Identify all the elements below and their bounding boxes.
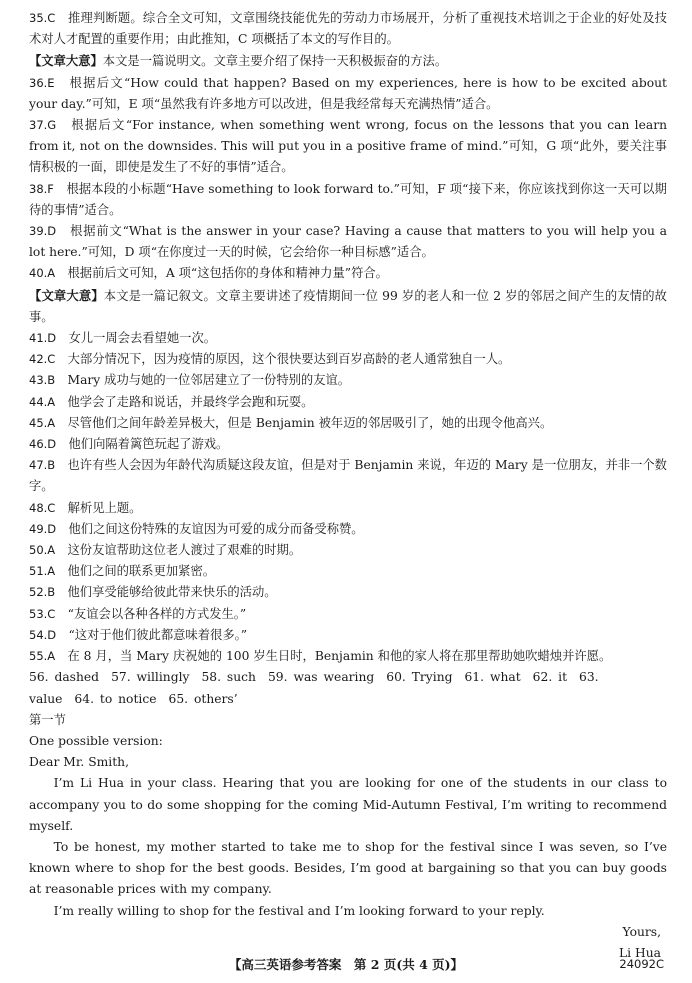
answer-item: 49.D 他们之间这份特殊的友谊因为可爱的成分而备受称赞。	[29, 521, 364, 536]
section-heading: 第一节	[29, 712, 66, 727]
answer-item: 48.C 解析见上题。	[29, 500, 142, 515]
cloze-answer: 61. what	[464, 670, 521, 685]
letter-paragraph: I’m Li Hua in your class. Hearing that you are looking for one of the students in our class to accompany you to do some shopping for the coming Mid-Autumn Festival, I’m writing to recommend myself.	[29, 776, 667, 833]
answer-list-c	[29, 328, 667, 667]
answer-item: 41.D 女儿一周会去看望她一次。	[29, 331, 217, 346]
answer-list-a	[29, 8, 667, 50]
answer-item: 50.A 这份友谊帮助这位老人渡过了艰难的时期。	[29, 543, 302, 558]
cloze-answer: 60. Trying	[386, 670, 453, 685]
cloze-answer: 59. was wearing	[267, 670, 375, 685]
answer-item: 38.F 根据本段的小标题“Have something to look forward to.”可知，F 项“接下来，你应该找到你这一天可以期待的事情”适合。	[29, 181, 667, 217]
answer-item: 35.C 推理判断题。综合全文可知，文章围绕技能优先的劳动力市场展开，分析了重视技术培训之于企业的好处及技术对人才配置的重要作用；由此推知，C 项概括了本文的写作目的。	[29, 11, 667, 47]
letter-signature: Li Hua	[619, 945, 661, 960]
answer-item: 40.A 根据前后文可知，A 项“这包括你的身体和精神力量”符合。	[29, 266, 388, 281]
cloze-answer: 65. others’	[168, 691, 238, 706]
cloze-answer: 63. value	[29, 670, 599, 706]
letter-salutation: Dear Mr. Smith,	[29, 755, 129, 770]
answer-item: 44.A 他学会了走路和说话，并最终学会跑和玩耍。	[29, 394, 314, 409]
sample-letter	[29, 710, 667, 964]
cloze-answer: 64. to notice	[74, 691, 157, 706]
exam-code: 24092C	[619, 957, 664, 971]
answer-item: 53.C “友谊会以各种各样的方式发生。”	[29, 606, 247, 621]
answer-item: 54.D “这对于他们彼此都意味着很多。”	[29, 627, 248, 642]
answer-item: 39.D 根据前文“What is the answer in your case? Having a cause that matters to you will help you a lot here.”可知，D 项“在你度过一天的时候，它会给你一种目标感”适合。	[29, 224, 667, 260]
answer-item: 45.A 尽管他们之间年龄差异极大，但是 Benjamin 被年迈的邻居吸引了，她的出现令他高兴。	[29, 415, 553, 430]
answer-item: 43.B Mary 成功与她的一位邻居建立了一份特别的友谊。	[29, 373, 351, 388]
answer-list-b	[29, 73, 667, 285]
answer-item: 51.A 他们之间的联系更加紧密。	[29, 564, 216, 579]
version-label: One possible version:	[29, 733, 163, 748]
cloze-answers	[29, 667, 667, 709]
answer-item: 52.B 他们享受能够给彼此带来快乐的活动。	[29, 585, 277, 600]
answer-item: 46.D 他们向隔着篱笆玩起了游戏。	[29, 437, 229, 452]
article-summary: 【文章大意】本文是一篇说明文。文章主要介绍了保持一天积极振奋的方法。	[29, 53, 448, 69]
article-summary: 【文章大意】本文是一篇记叙文。文章主要讲述了疫情期间一位 99 岁的老人和一位 2 岁的邻居之间产生的友情的故事。	[29, 287, 667, 324]
letter-closing: Yours,	[622, 924, 661, 939]
answer-item: 37.G 根据后文“For instance, when something went wrong, focus on the lessons that you can learn from it, not on the downsides. This will put you in a positive frame of mind.”可知，G 项“此外，要关注事情积极的一面，即使是发生了不好的事情”适合。	[29, 118, 667, 175]
cloze-answer: 57. willingly	[111, 670, 190, 685]
answer-item: 36.E 根据后文“How could that happen? Based on my experiences, here is how to be excited about your day.”可知，E 项“虽然我有许多地方可以改进，但是我经常每天充满热情”适合。	[29, 75, 667, 111]
content	[29, 8, 667, 964]
cloze-answer: 58. such	[201, 670, 256, 685]
footer-title: 【高三英语参考答案 第 2 页(共 4 页)】	[228, 957, 464, 972]
answer-item: 47.B 也许有些人会因为年龄代沟质疑这段友谊，但是对于 Benjamin 来说，年迈的 Mary 是一位朋友，并非一个数字。	[29, 458, 667, 494]
cloze-answer: 62. it	[532, 670, 568, 685]
answer-item: 55.A 在 8 月，当 Mary 庆祝她的 100 岁生日时，Benjamin 和他的家人将在那里帮助她吹蜡烛并许愿。	[29, 649, 612, 664]
answer-item: 42.C 大部分情况下，因为疫情的原因，这个很快要达到百岁高龄的老人通常独自一人。	[29, 352, 511, 367]
cloze-answer: 56. dashed	[29, 670, 100, 685]
letter-paragraph: I’m really willing to shop for the festival and I’m looking forward to your reply.	[53, 903, 545, 918]
letter-paragraph: To be honest, my mother started to take me to shop for the festival since I was seven, so I’ve known where to shop for the best goods. Besides, I’m good at bargaining so that you can buy goods at reasonable prices with my company.	[29, 839, 667, 897]
